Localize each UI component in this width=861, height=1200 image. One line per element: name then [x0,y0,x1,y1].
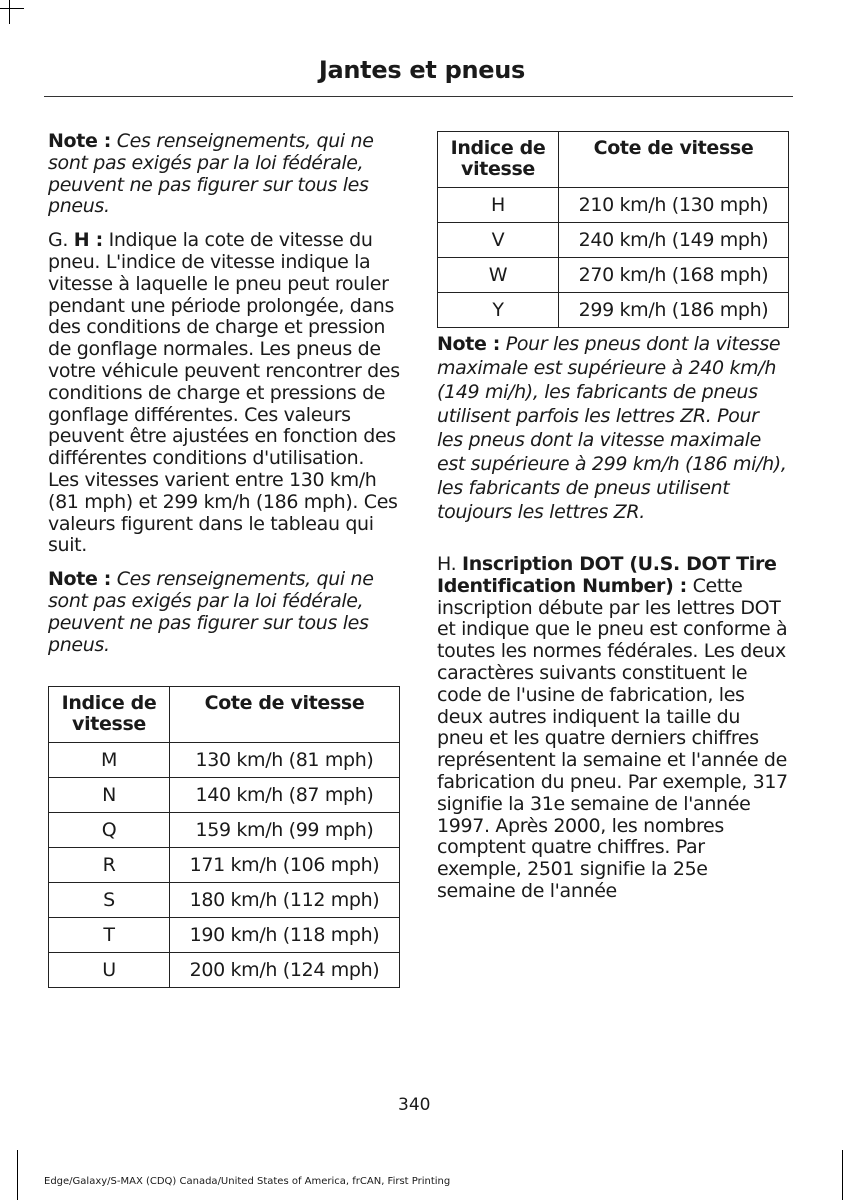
table-header-row [49,687,400,743]
item-h-text: Cette inscription débute par les lettres DOT et indique que le pneu est conforme à toutes les normes fédérales. Les deux caractères suivants constituent le code de l'usine de fabrication, les deux autres indiquent la taille du pneu et les quatre derniers chiffres représentent la semaine et l'année de fabrication du pneu. Par exemple, 317 signifie la 31e semaine de l'année 1997. Après 2000, les nombres comptent quatre chiffres. Par exemple, 2501 signifie la 25e semaine de l'année [437,574,788,902]
speed-index: H [438,188,559,223]
speed-rating: 200 km/h (124 mph) [170,953,400,988]
speed-rating: 270 km/h (168 mph) [559,258,789,293]
col-header-index-l2: vitesse [72,713,146,736]
speed-rating: 180 km/h (112 mph) [170,883,400,918]
speed-rating: 159 km/h (99 mph) [170,813,400,848]
item-h [437,554,789,903]
col-header-index-l1: Indice de [61,692,157,715]
note-1-label: Note : [48,130,112,152]
table-row [49,918,400,953]
speed-index: S [49,883,170,918]
table-row [49,778,400,813]
footer-text: Edge/Galaxy/S-MAX (CDQ) Canada/United States of America, frCAN, First Printing [44,1176,451,1187]
note-2 [48,569,400,656]
item-g [48,230,400,557]
speed-index: Q [49,813,170,848]
table-row [438,258,789,293]
page-title: Jantes et pneus [318,56,525,84]
note-2-label: Note : [48,568,112,591]
speed-rating: 299 km/h (186 mph) [559,293,789,328]
crop-mark-top-left-v [9,0,10,24]
item-g-label: H : [73,229,103,252]
header-divider [44,96,793,97]
item-g-prefix: G. [48,229,69,252]
speed-index: U [49,953,170,988]
left-column [48,131,400,988]
speed-rating-table-1 [48,686,400,988]
speed-index: V [438,223,559,258]
col-header-index-l2: vitesse [461,158,535,180]
table-row [438,188,789,223]
speed-rating: 171 km/h (106 mph) [170,848,400,883]
note-zr-label: Note : [437,333,501,355]
note-zr [437,332,789,524]
table-row [49,953,400,988]
crop-mark-bottom-right-v [842,1150,843,1200]
speed-rating: 140 km/h (87 mph) [170,778,400,813]
speed-index: W [438,258,559,293]
col-header-rating: Cote de vitesse [559,132,789,188]
note-1-text: Ces renseignements, qui ne sont pas exigés par la loi fédérale, peuvent ne pas figurer sur tous les pneus. [48,130,374,218]
speed-index: Y [438,293,559,328]
note-2-text: Ces renseignements, qui ne sont pas exigés par la loi fédérale, peuvent ne pas figurer sur tous les pneus. [48,568,374,656]
speed-index: M [49,743,170,778]
table-row [49,813,400,848]
col-header-rating: Cote de vitesse [170,687,400,743]
right-column [437,131,789,903]
table-row [438,223,789,258]
table-header-row [438,132,789,188]
speed-rating: 130 km/h (81 mph) [170,743,400,778]
table-row [438,293,789,328]
crop-mark-top-left-h [0,8,24,9]
col-header-index-l1: Indice de [450,137,546,159]
speed-index: N [49,778,170,813]
speed-rating: 210 km/h (130 mph) [559,188,789,223]
speed-rating: 190 km/h (118 mph) [170,918,400,953]
table-row [49,883,400,918]
note-zr-text: Pour les pneus dont la vitesse maximale est supérieure à 240 km/h (149 mi/h), les fabricants de pneus utilisent parfois les lettres ZR. Pour les pneus dont la vitesse maximale est supérieure à 299 km/h (186 mi/h), les fabricants de pneus utilisent toujours les lettres ZR. [437,333,787,523]
table-row [49,743,400,778]
item-h-prefix: H. [437,553,457,575]
note-1 [48,131,400,218]
speed-rating: 240 km/h (149 mph) [559,223,789,258]
page-number: 340 [398,1095,431,1115]
item-g-text: Indique la cote de vitesse du pneu. L'indice de vitesse indique la vitesse à laquelle le pneu peut rouler pendant une période prolongée, dans des conditions de charge et pression de gonflage normales. Les pneus de votre véhicule peuvent rencontrer des conditions de charge et pressions de gonflage différentes. Ces valeurs peuvent être ajustées en fonction des différentes conditions d'utilisation. Les vitesses varient entre 130 km/h (81 mph) et 299 km/h (186 mph). Ces valeurs figurent dans le tableau qui suit. [48,229,400,557]
table-row [49,848,400,883]
col-header-index [49,687,170,743]
crop-mark-bottom-left-v [17,1150,18,1200]
col-header-index [438,132,559,188]
item-h-label: Inscription DOT (U.S. DOT Tire Identification Number) : [437,553,777,597]
speed-index: R [49,848,170,883]
speed-index: T [49,918,170,953]
speed-rating-table-2 [437,131,789,328]
